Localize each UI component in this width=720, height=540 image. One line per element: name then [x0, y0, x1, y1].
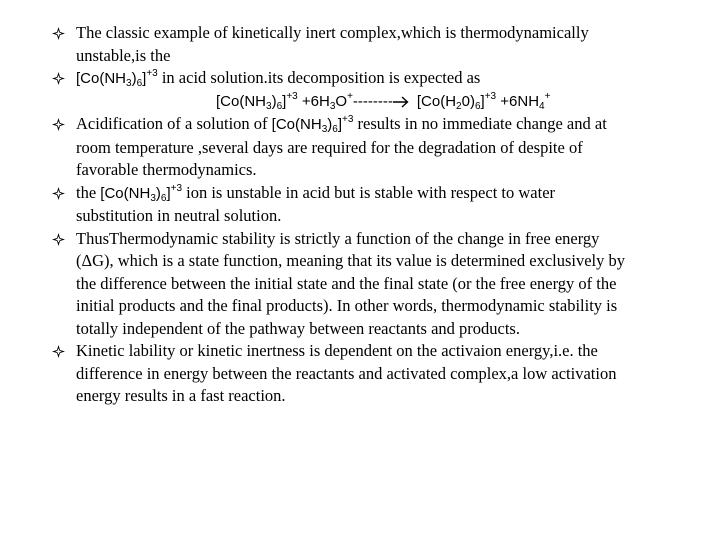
bullet-6-line-2: difference in energy between the reactants and activated complex,a low activation: [76, 363, 617, 383]
bullet-list: [52, 22, 682, 408]
complex-formula: $[Co(NH_3)_6]^{+3}$: [100, 182, 183, 204]
bullet-item-4: [52, 182, 682, 228]
bullet-2-line-1: [76, 67, 682, 91]
bullet-4-line-2: substitution in neutral solution.: [76, 206, 282, 225]
bullet-3-line-1: Acidification of a solution of $[Co(NH_3)_6]^{+3}$ results in no immediate change and at: [76, 114, 607, 135]
bullet-4-line-1: the $[Co(NH_3)_6]^{+3}$ ion is unstable in acid but is stable with respect to water: [76, 182, 556, 204]
bullet-item-3: [52, 113, 682, 182]
diamond-bullet-icon: [52, 228, 66, 250]
bullet-item-5: [52, 228, 682, 341]
diamond-bullet-icon: [52, 22, 66, 44]
diamond-bullet-icon: [52, 340, 66, 362]
bullet-item-6: [52, 340, 682, 408]
decomposition-equation: $[Co(NH_3)_6]^{+3} +6H_3O^+--------$ $[Co(H_20)_6]^{+3} +6NH_4^+$: [216, 90, 551, 112]
bullet-1-line-2: unstable,is the: [76, 45, 171, 65]
bullet-6-line-3: energy results in a fast reaction.: [76, 386, 286, 405]
bullet-5-line-1: ThusThermodynamic stability is strictly a function of the change in free energy: [76, 228, 600, 248]
complex-formula: $[Co(NH_3)_6]^{+3}$: [76, 68, 158, 89]
bullet-3-line-2: room temperature ,several days are required for the degradation of despite of: [76, 137, 583, 157]
bullet-2-text: in acid solution.its decomposition is expected as: [157, 68, 481, 87]
right-arrow-icon: [393, 96, 409, 108]
diamond-bullet-icon: [52, 182, 66, 204]
diamond-bullet-icon: [52, 113, 66, 135]
bullet-1-line-1: The classic example of kinetically inert complex,which is thermodynamically: [76, 23, 589, 42]
bullet-3-line-3: favorable thermodynamics.: [76, 160, 257, 179]
complex-formula: $[Co(NH_3)_6]^{+3}$: [271, 114, 354, 135]
bullet-item-2: [52, 67, 682, 113]
bullet-5-line-3: the difference between the initial state and the final state (or the free energy of the: [76, 273, 617, 293]
bullet-5-line-4: initial products and the final products). In other words, thermodynamic stability is: [76, 296, 618, 315]
bullet-5-line-5: totally independent of the pathway between reactants and products.: [76, 318, 520, 338]
bullet-item-1: [52, 22, 682, 67]
bullet-5-line-2: (ΔG), which is a state function, meaning that its value is determined exclusively by: [76, 251, 626, 270]
bullet-6-line-1: Kinetic lability or kinetic inertness is dependent on the activaion energy,i.e. the: [76, 341, 598, 360]
diamond-bullet-icon: [52, 67, 66, 89]
